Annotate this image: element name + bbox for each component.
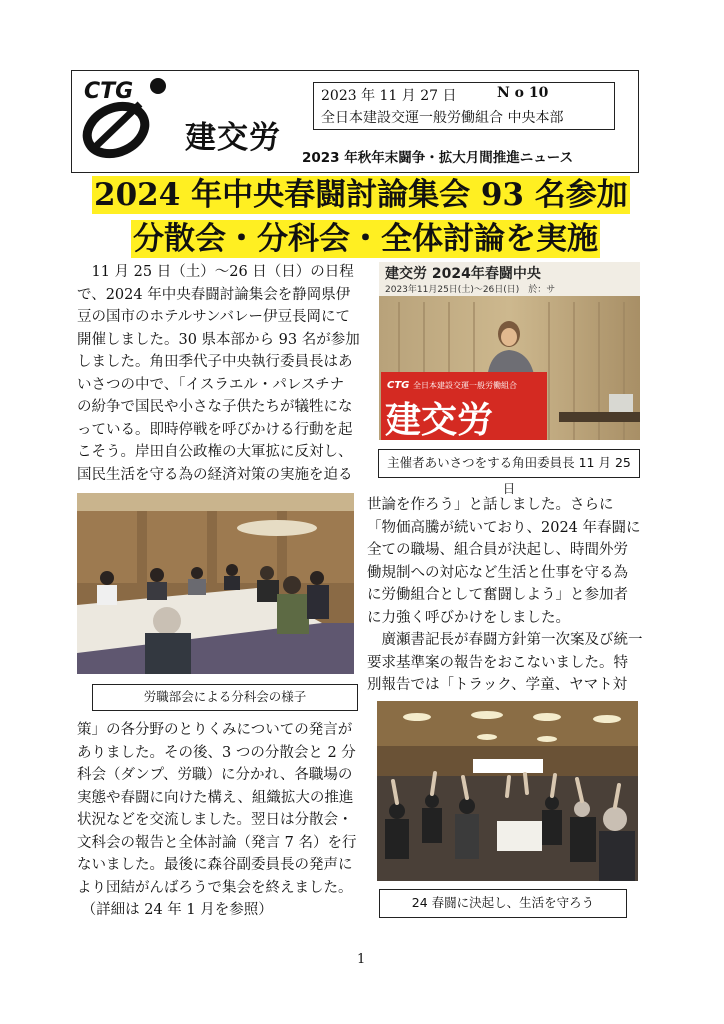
page-number: 1 <box>357 952 366 967</box>
banner-date: 2023年11月25日(土)～26日(日) 於：サ <box>385 285 556 295</box>
issue-date: 2023 年 11 月 27 日 <box>321 88 457 104</box>
caption-chair-speech: 主催者あいさつをする角田委員長 11 月 25 日 <box>378 449 640 478</box>
podium-big-text: 建交労 <box>385 400 494 440</box>
article-paragraph-2: 世論を作ろう」と話しました。さらに 「物価高騰が続いており、2024 年春闘に 全ての職場、組合員が決起し、時間外労 働規制への対応など生活と仕事を守る為 に労働組合として奮闘しよう」と参加者 に力強く呼びかけをしました。 廣瀬書記長が春闘方針第一次案及び統一 要求基準案の報告をおこないました。特 別報告では「トラック、学童、ヤマト対 <box>367 497 643 693</box>
photo-spring-struggle-rally <box>377 701 638 881</box>
ctg-logo-icon <box>78 74 170 166</box>
org-name: 建交労 <box>185 120 281 156</box>
headline-line2: 分散会・分科会・全体討論を実施 <box>133 221 598 257</box>
logo-text: CTG <box>84 79 134 104</box>
article-paragraph-3: 策」の各分野のとりくみについての発言が ありました。その後、3 つの分散会と 2 分 科会（ダンプ、労職）に分かれ、各職場の 実態や春闘に向けた構え、組織拡大の推進 状況などを交流しました。翌日は分散会・ 文科会の報告と全体討論（発言 7 名）を行 ないました。最後に森谷副委員長の発声に より団結がんばろうで集会を終えました。 （詳細は 24 年 1 月を参照） <box>77 722 357 918</box>
issue-number: N o 10 <box>497 85 549 101</box>
headline-line1: 2024 年中央春闘討論集会 93 名参加 <box>94 177 628 213</box>
caption-labor-subcommittee: 労職部会による分科会の様子 <box>92 684 358 711</box>
photo-chair-speech <box>379 262 640 440</box>
article-paragraph-1: 11 月 25 日（土）～26 日（日）の日程 で、2024 年中央春闘討論集会を静岡県伊 豆の国市のホテルサンバレー伊豆長岡にて 開催しました。30 県本部から 93 名が参加 しました。角田季代子中央執行委員長はあ いさつの中で、「イスラエル・パレスチナ の紛争で国民や小さな子供たちが犠牲にな っている。即時停戦を呼びかける行動を起 こそう。岸田自公政権の大軍拡に反対し、 国民生活を守る為の経済対策の実施を迫る <box>77 264 360 483</box>
series-title: 2023 年秋年末闘争・拡大月間推進ニュース <box>302 150 574 166</box>
podium-union-text: 全日本建設交運一般労働組合 <box>413 381 517 390</box>
podium-logo: CTG <box>387 380 410 391</box>
photo-labor-subcommittee <box>77 493 354 674</box>
banner-title: 建交労 2024年春闘中央 <box>385 266 541 282</box>
union-name: 全日本建設交運一般労働組合 中央本部 <box>321 110 564 126</box>
caption-rally: 24 春闘に決起し、生活を守ろう <box>379 889 627 918</box>
